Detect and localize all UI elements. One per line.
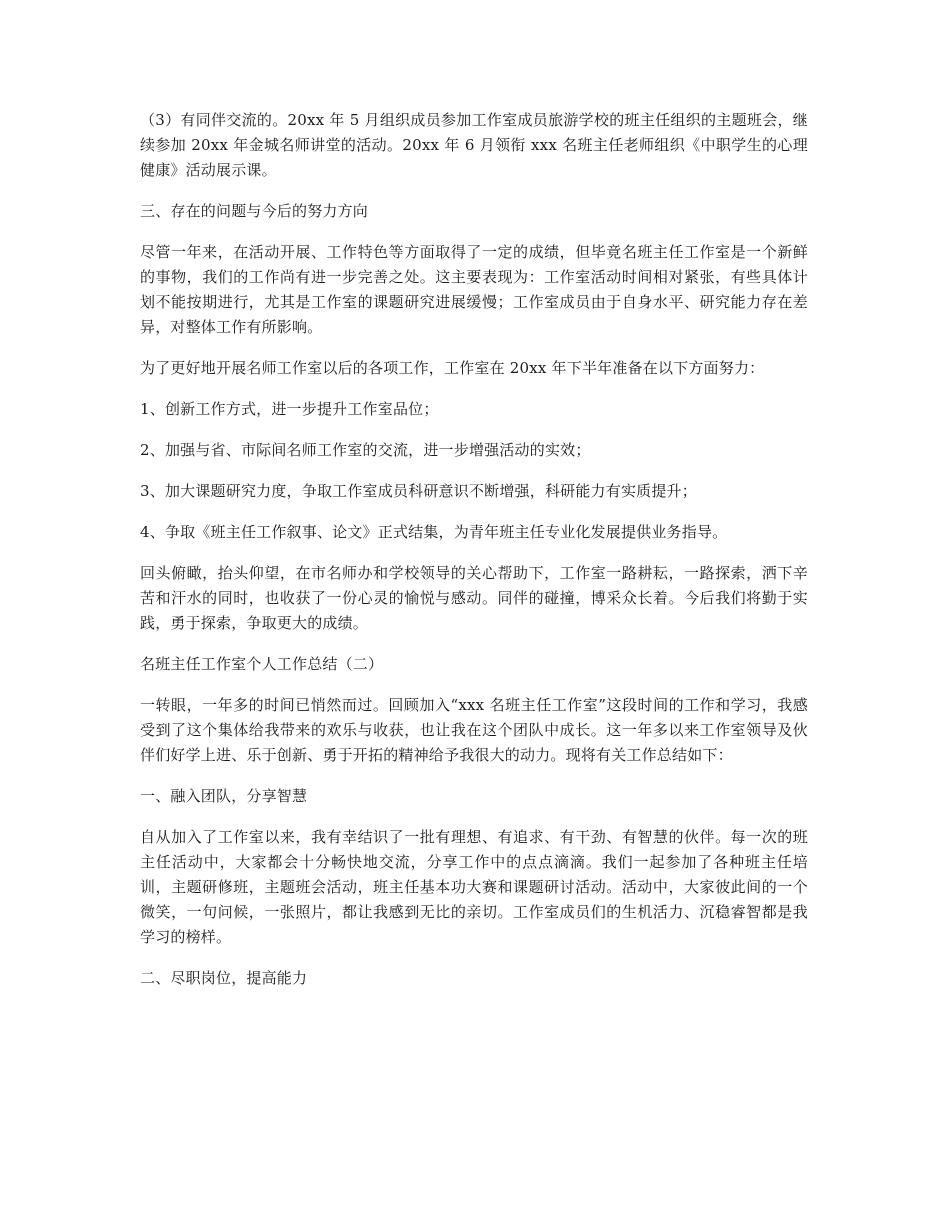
list-item-4: 4、争取《班主任工作叙事、论文》正式结集，为青年班主任专业化发展提供业务指导。 — [140, 523, 728, 541]
document-title-part-two: 名班主任工作室个人工作总结（二） — [140, 655, 384, 673]
section-heading-duty: 二、尽职岗位，提高能力 — [140, 969, 308, 987]
paragraph-efforts-intro: 为了更好地开展名师工作室以后的各项工作，工作室在 20xx 年下半年准备在以下方面努力： — [140, 359, 765, 377]
list-item-1: 1、创新工作方式，进一步提升工作室品位； — [140, 400, 439, 418]
paragraph-peer-exchange: （3）有同伴交流的。20xx 年 5 月组织成员参加工作室成员旅游学校的班主任组织的主题班会，继续参加 20xx 年金城名师讲堂的活动。20xx 年 6 月领衔 xxx 名班主任老师组织《中职学生的心理健康》活动展示课。 — [140, 111, 808, 179]
paragraph-review: 回头俯瞰，抬头仰望，在市名师办和学校领导的关心帮助下，工作室一路耕耘，一路探索，洒下辛苦和汗水的同时，也收获了一份心灵的愉悦与感动。同伴的碰撞，博采众长着。今后我们将勤于实践，勇于探索，争取更大的成绩。 — [140, 564, 808, 632]
document-body — [140, 108, 808, 1007]
section-heading-team: 一、融入团队，分享智慧 — [140, 787, 308, 805]
list-item-3: 3、加大课题研究力度，争取工作室成员科研意识不断增强，科研能力有实质提升； — [140, 482, 697, 500]
paragraph-intro-two: 一转眼，一年多的时间已悄然而过。回顾加入“xxx 名班主任工作室”这段时间的工作和学习，我感受到了这个集体给我带来的欢乐与收获，也让我在这个团队中成长。这一年多以来工作室领导及伙伴们好学上进、乐于创新、勇于开拓的精神给予我很大的动力。现将有关工作总结如下： — [140, 696, 809, 764]
section-heading-problems: 三、存在的问题与今后的努力方向 — [140, 202, 369, 220]
paragraph-problems: 尽管一年来，在活动开展、工作特色等方面取得了一定的成绩，但毕竟名班主任工作室是一个新鲜的事物，我们的工作尚有进一步完善之处。这主要表现为：工作室活动时间相对紧张，有些具体计划不能按期进行，尤其是工作室的课题研究进展缓慢；工作室成员由于自身水平、研究能力存在差异，对整体工作有所影响。 — [140, 243, 808, 336]
list-item-2: 2、加强与省、市际间名师工作室的交流，进一步增强活动的实效； — [140, 441, 591, 459]
paragraph-team: 自从加入了工作室以来，我有幸结识了一批有理想、有追求、有干劲、有智慧的伙伴。每一次的班主任活动中，大家都会十分畅快地交流，分享工作中的点点滴滴。我们一起参加了各种班主任培训，主题研修班，主题班会活动，班主任基本功大赛和课题研讨活动。活动中，大家彼此间的一个微笑，一句问候，一张照片，都让我感到无比的亲切。工作室成员们的生机活力、沉稳睿智都是我学习的榜样。 — [140, 828, 808, 946]
